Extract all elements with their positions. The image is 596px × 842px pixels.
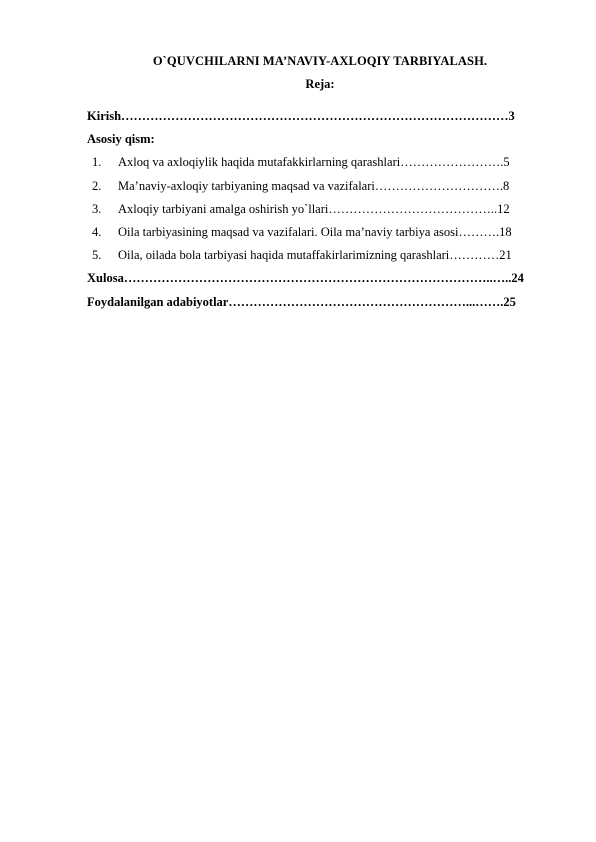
toc-item-text: Oila, oilada bola tarbiyasi haqida mutaffakirlarimizning qarashlari…………21 — [118, 248, 512, 262]
toc-item-text: Axloqiy tarbiyani amalga oshirish yo`llari…………………………………..12 — [118, 202, 510, 216]
toc-item-number: 4. — [92, 225, 102, 239]
toc-item-1 — [92, 154, 510, 170]
toc-item-5 — [92, 247, 512, 263]
toc-item-text: Ma’naviy-axloqiy tarbiyaning maqsad va vazifalari………………………….8 — [118, 179, 510, 193]
toc-item-2 — [92, 178, 509, 194]
toc-item-number: 1. — [92, 155, 102, 169]
toc-intro: Kirish…………………………………………………………………………………3 — [87, 109, 515, 123]
toc-references: Foydalanilgan adabiyotlar…………………………………………………...…….25 — [87, 295, 516, 309]
toc-item-4 — [92, 224, 512, 240]
toc-item-number: 5. — [92, 248, 102, 262]
document-title: O`QUVCHILARNI MA’NAVIY-AXLOQIY TARBIYALASH. — [152, 54, 488, 68]
plan-heading: Reja: — [305, 77, 335, 91]
toc-item-3 — [92, 201, 510, 217]
toc-item-number: 3. — [92, 202, 102, 216]
toc-item-text: Oila tarbiyasining maqsad va vazifalari. Oila ma’naviy tarbiya asosi……….18 — [118, 225, 512, 239]
toc-item-number: 2. — [92, 179, 102, 193]
toc-conclusion: Xulosa……………………………………………………………………………..…..24 — [87, 271, 524, 285]
toc-item-text: Axloq va axloqiylik haqida mutafakkirlarning qarashlari…………………….5 — [118, 155, 510, 169]
toc-main-part-label: Asosiy qism: — [87, 132, 155, 146]
